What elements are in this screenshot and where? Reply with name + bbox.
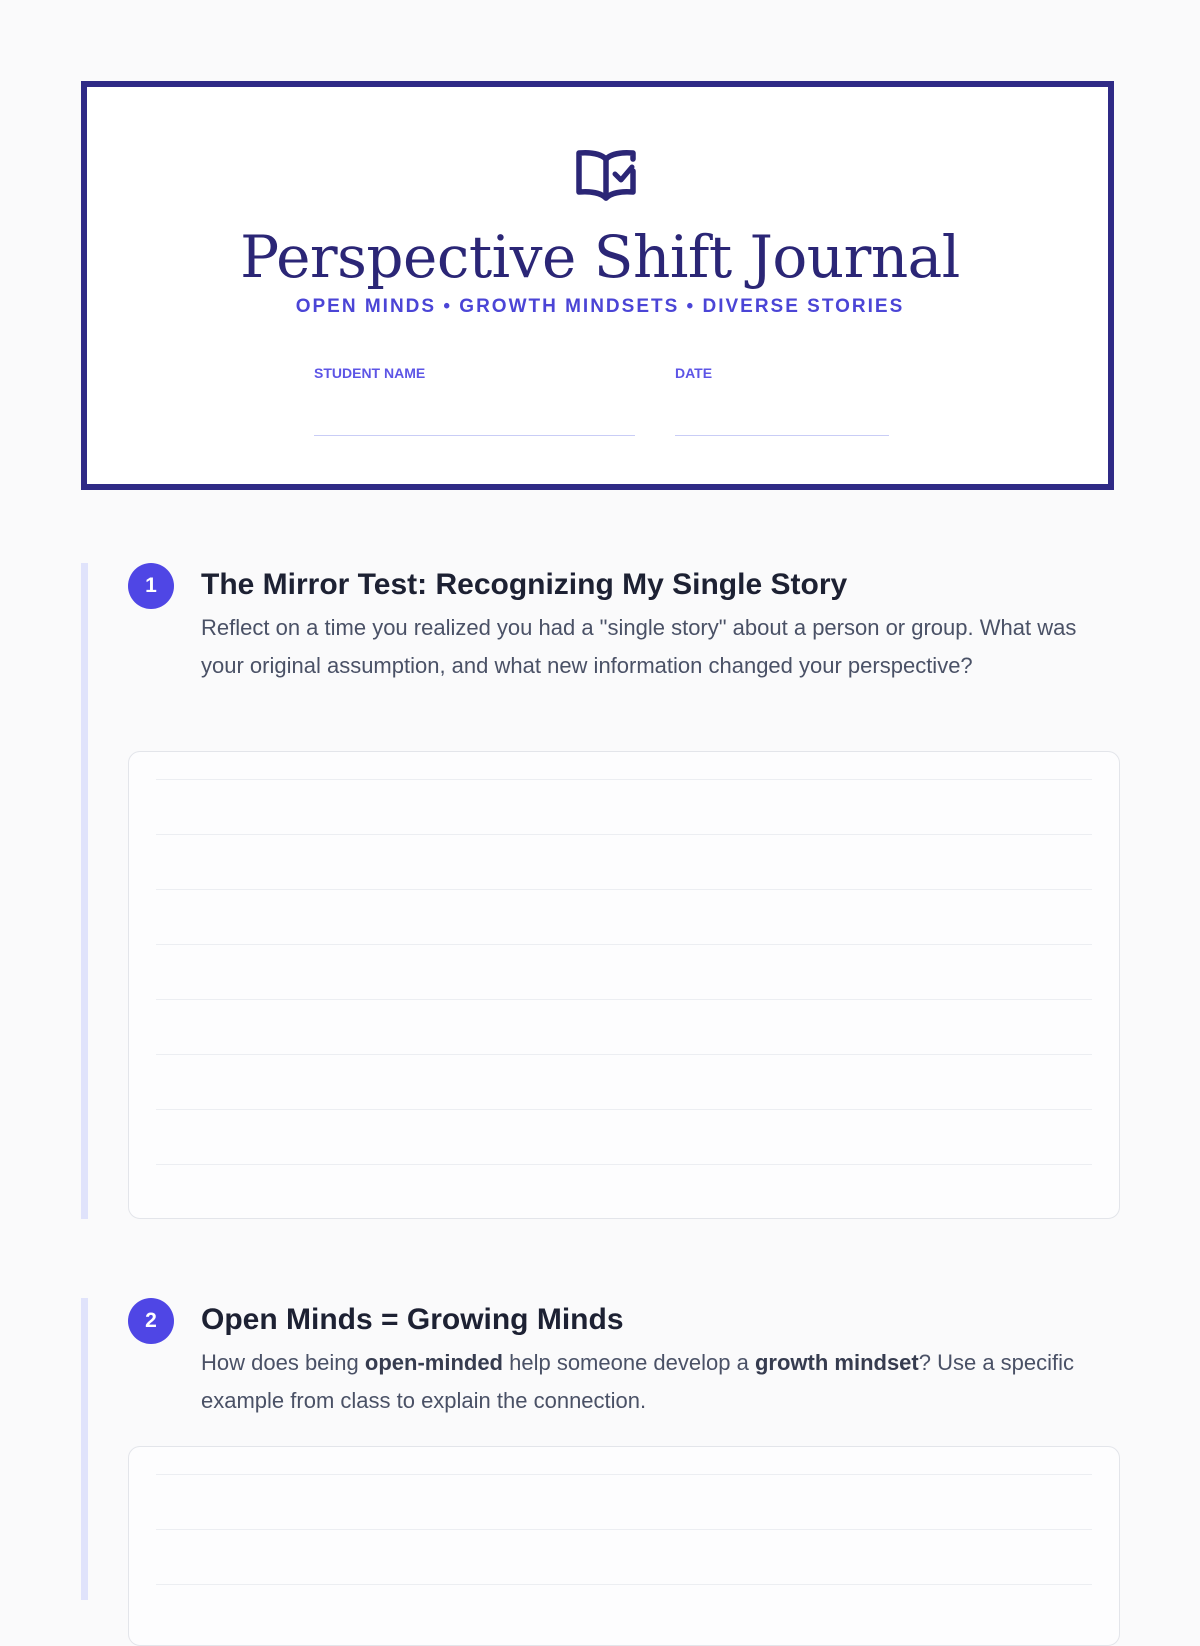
student-name-label: STUDENT NAME	[314, 365, 426, 381]
question-section-1	[81, 563, 1120, 1219]
writing-line	[156, 834, 1092, 835]
student-name-field[interactable]	[314, 435, 635, 436]
answer-textarea[interactable]	[128, 1446, 1120, 1646]
writing-line	[156, 999, 1092, 1000]
date-label: DATE	[675, 365, 713, 381]
question-section-2	[81, 1298, 1120, 1600]
writing-line	[156, 1109, 1092, 1110]
question-number-badge: 2	[128, 1298, 174, 1344]
writing-line	[156, 1584, 1092, 1585]
writing-line	[156, 889, 1092, 890]
date-field[interactable]	[675, 435, 889, 436]
question-prompt: Reflect on a time you realized you had a "single story" about a person or group. What was your original assumption, and what new information changed your perspective?	[201, 615, 1077, 678]
page-subtitle: OPEN MINDS • GROWTH MINDSETS • DIVERSE STORIES	[295, 296, 905, 317]
writing-line	[156, 1054, 1092, 1055]
question-title: Open Minds = Growing Minds	[201, 1303, 624, 1336]
question-title: The Mirror Test: Recognizing My Single Story	[201, 568, 848, 601]
answer-textarea[interactable]	[128, 751, 1120, 1219]
writing-line	[156, 779, 1092, 780]
emphasis-open-minded: open-minded	[364, 1350, 503, 1375]
question-number-badge: 1	[128, 563, 174, 609]
writing-line	[156, 1474, 1092, 1475]
page-title: Perspective Shift Journal	[240, 223, 960, 291]
writing-line	[156, 1164, 1092, 1165]
section-rail	[81, 1298, 88, 1600]
open-book-check-icon	[575, 145, 637, 205]
writing-line	[156, 944, 1092, 945]
writing-line	[156, 1529, 1092, 1530]
question-prompt: How does being open-minded help someone develop a growth mindset? Use a specific example from class to explain the connection.	[201, 1350, 1075, 1413]
section-rail	[81, 563, 88, 1219]
emphasis-growth-mindset: growth mindset	[754, 1350, 919, 1375]
